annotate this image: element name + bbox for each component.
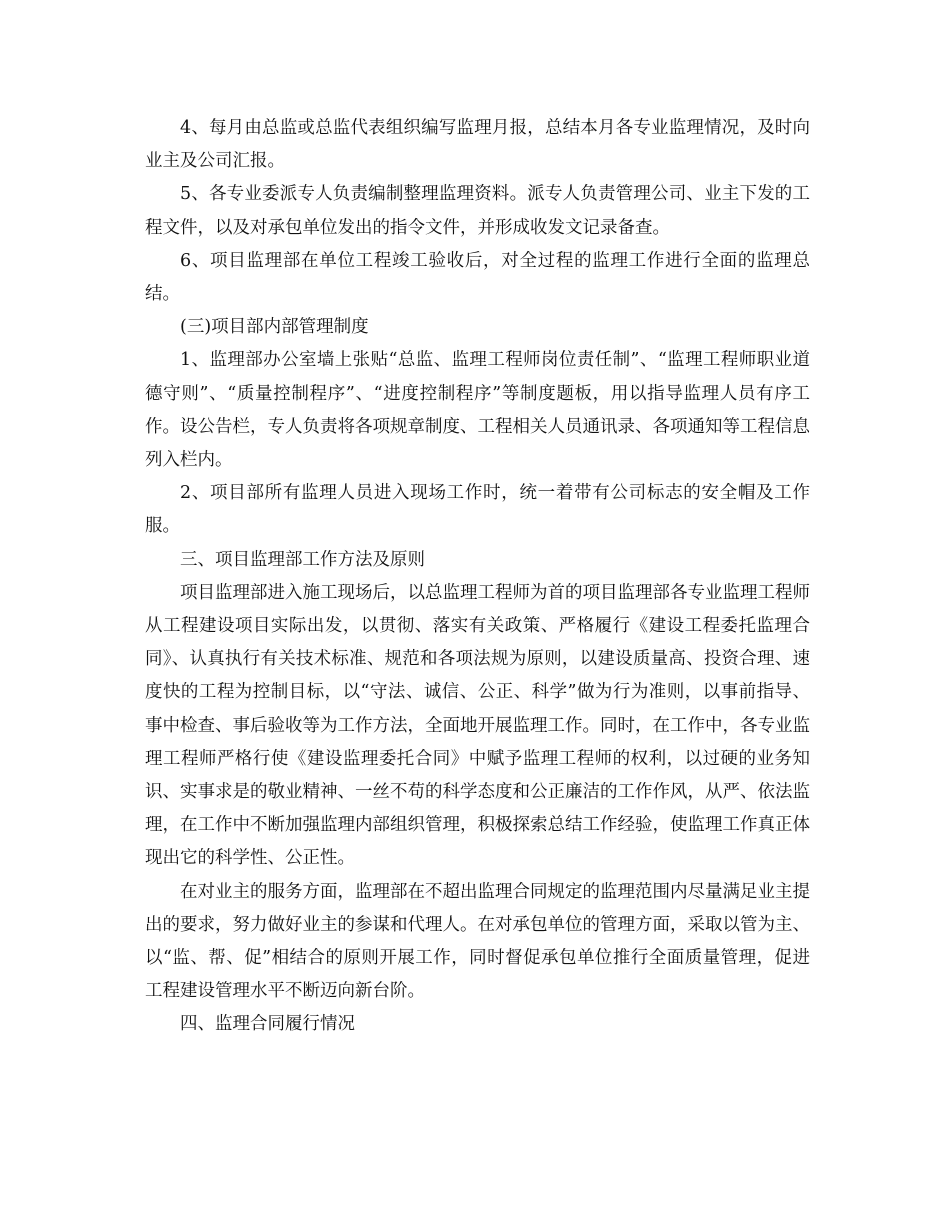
paragraph-item-4: 4、每月由总监或总监代表组织编写监理月报，总结本月各专业监理情况，及时向业主及公司汇报。 [145, 118, 810, 172]
paragraph-safety-helmet: 2、项目部所有监理人员进入现场工作时，统一着带有公司标志的安全帽及工作服。 [145, 483, 810, 537]
paragraph-methods: 项目监理部进入施工现场后，以总监理工程师为首的项目监理部各专业监理工程师从工程建设项目实际出发，以贯彻、落实有关政策、严格履行《建设工程委托监理合同》、认真执行有关技术标准、规范和各项法规为原则，以建设质量高、投资合理、速度快的工程为控制目标，以“守法、诚信、公正、科学”做为行为准则，以事前指导、事中检查、事后验收等为工作方法，全面地开展监理工作。同时，在工作中，各专业监理工程师严格行使《建设监理委托合同》中赋予监理工程师的权利，以过硬的业务知识、实事求是的敬业精神、一丝不苟的科学态度和公正廉洁的工作作风，从严、依法监理，在工作中不断加强监理内部组织管理，积极探索总结工作经验，使监理工作真正体现出它的科学性、公正性。 [145, 582, 810, 869]
section-heading-methods-principles: 三、项目监理部工作方法及原则 [180, 549, 425, 570]
section-heading-internal-management: (三)项目部内部管理制度 [180, 317, 369, 338]
paragraph-item-6: 6、项目监理部在单位工程竣工验收后，对全过程的监理工作进行全面的监理总结。 [145, 250, 810, 305]
paragraph-office-rules: 1、监理部办公室墙上张贴“总监、监理工程师岗位责任制”、“监理工程师职业道德守则”、“质量控制程序”、“进度控制程序”等制度题板，用以指导监理人员有序工作。设公告栏，专人负责将各项规章制度、工程相关人员通讯录、各项通知等工程信息列入栏内。 [145, 350, 810, 471]
section-heading-contract-performance: 四、监理合同履行情况 [180, 1014, 355, 1035]
paragraph-item-5: 5、各专业委派专人负责编制整理监理资料。派专人负责管理公司、业主下发的工程文件，以及对承包单位发出的指令文件，并形成收发文记录备查。 [145, 184, 810, 238]
document-body [145, 112, 810, 1042]
paragraph-owner-service: 在对业主的服务方面，监理部在不超出监理合同规定的监理范围内尽量满足业主提出的要求，努力做好业主的参谋和代理人。在对承包单位的管理方面，采取以管为主、以“监、帮、促”相结合的原则开展工作，同时督促承包单位推行全面质量管理，促进工程建设管理水平不断迈向新台阶。 [145, 881, 810, 1002]
